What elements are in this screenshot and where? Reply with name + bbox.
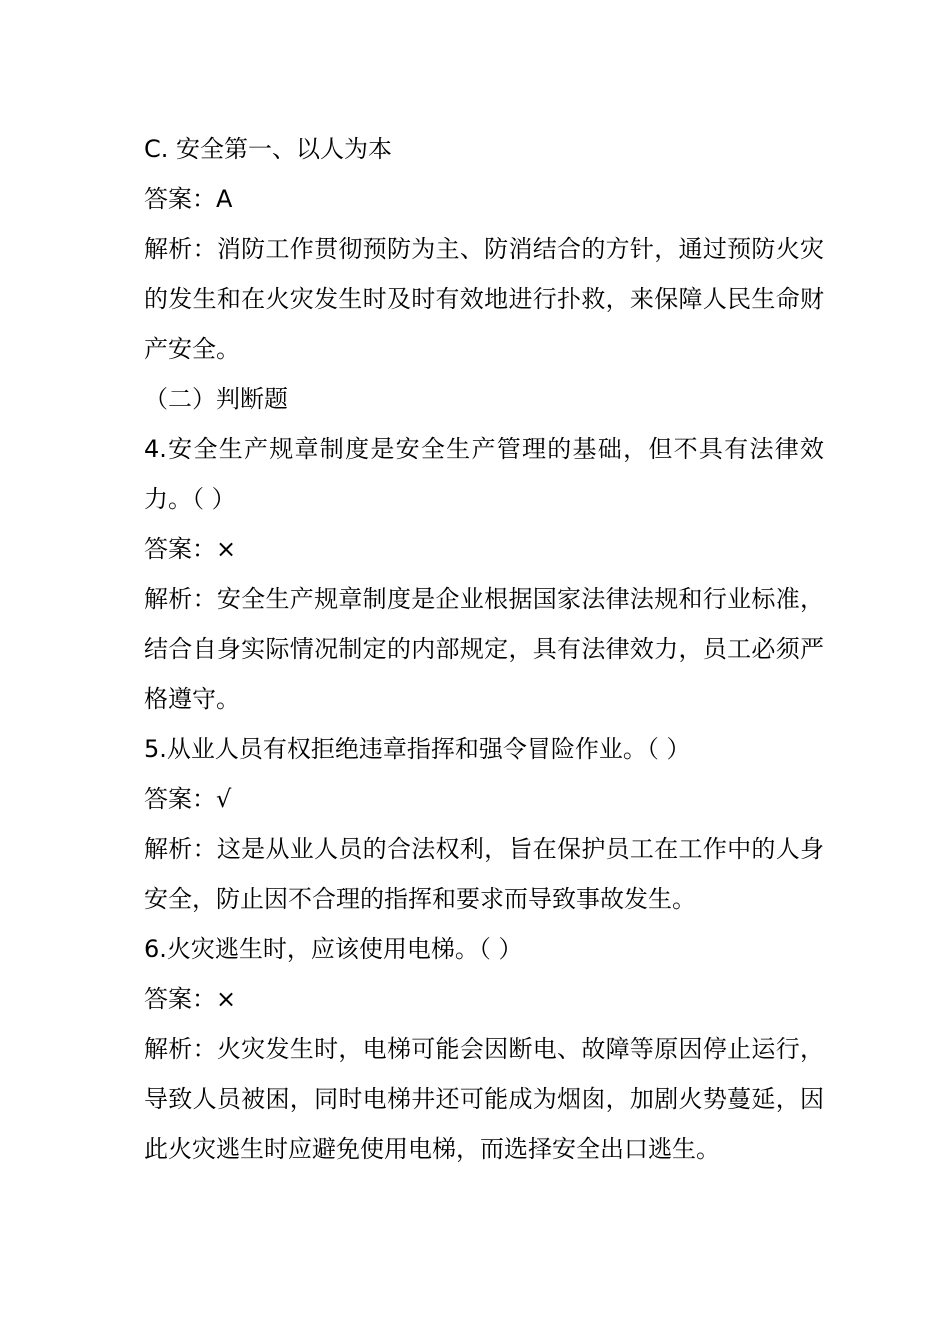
answer-6: 答案：× bbox=[144, 985, 237, 1013]
explanation-6: 解析：火灾发生时，电梯可能会因断电、故障等原因停止运行，导致人员被困，同时电梯井还可能成为烟囱，加剧火势蔓延，因此火灾逃生时应避免使用电梯，而选择安全出口逃生。 bbox=[144, 1035, 824, 1163]
document-body bbox=[144, 124, 824, 1174]
answer-4: 答案：× bbox=[144, 535, 237, 563]
question-6: 6.火灾逃生时，应该使用电梯。（ ） bbox=[144, 935, 523, 963]
explanation-4: 解析：安全生产规章制度是企业根据国家法律法规和行业标准，结合自身实际情况制定的内部规定，具有法律效力，员工必须严格遵守。 bbox=[144, 585, 824, 713]
section-heading-true-false: （二）判断题 bbox=[144, 385, 288, 413]
explanation-3: 解析：消防工作贯彻预防为主、防消结合的方针，通过预防火灾的发生和在火灾发生时及时有效地进行扑救，来保障人民生命财产安全。 bbox=[144, 235, 824, 363]
answer-3: 答案：A bbox=[144, 185, 233, 213]
option-c: C. 安全第一、以人为本 bbox=[144, 135, 393, 163]
question-5: 5.从业人员有权拒绝违章指挥和强令冒险作业。（ ） bbox=[144, 735, 691, 763]
explanation-5: 解析：这是从业人员的合法权利，旨在保护员工在工作中的人身安全，防止因不合理的指挥和要求而导致事故发生。 bbox=[144, 835, 824, 913]
question-4: 4.安全生产规章制度是安全生产管理的基础，但不具有法律效力。（ ） bbox=[144, 435, 824, 513]
answer-5: 答案：√ bbox=[144, 785, 232, 813]
